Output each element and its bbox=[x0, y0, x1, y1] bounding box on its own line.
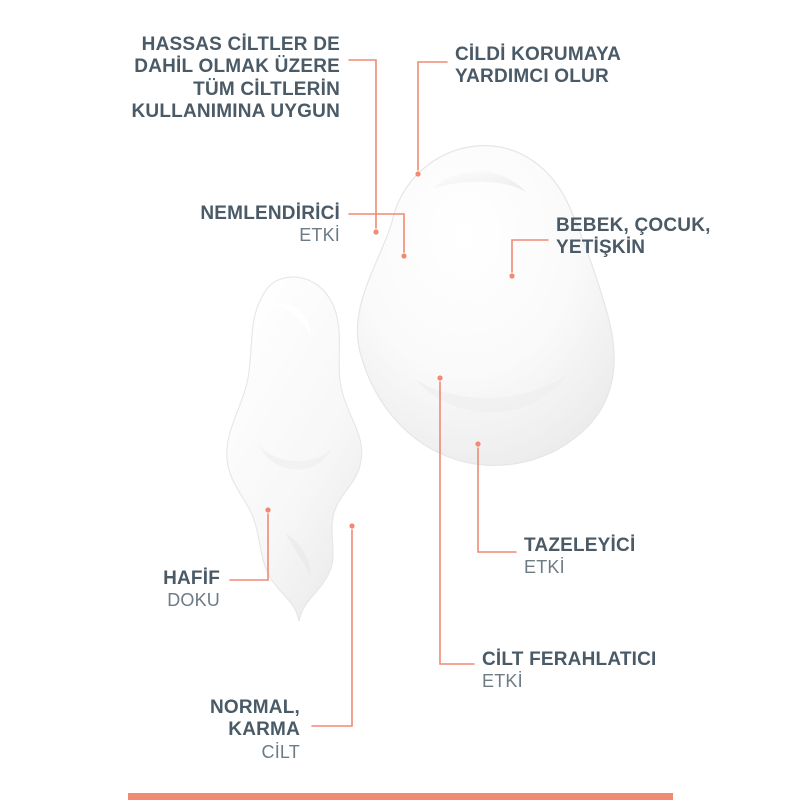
callout-ferahlatici-sublabel: ETKİ bbox=[482, 671, 523, 692]
callout-bebek-cocuk-yetiskin bbox=[556, 215, 716, 260]
callout-normal-sublabel: CİLT bbox=[261, 741, 300, 762]
callout-cildi-label: CİLDİ KORUMAYA YARDIMCI OLUR bbox=[455, 44, 621, 88]
bottom-accent-bar bbox=[128, 793, 673, 800]
callout-tazeleyici-sublabel: ETKİ bbox=[524, 557, 565, 578]
callout-nemlendirici bbox=[120, 203, 340, 247]
callout-nemlendirici-sublabel: ETKİ bbox=[299, 225, 340, 246]
callout-hassas-ciltler-label: HASSAS CİLTLER DE DAHİL OLMAK ÜZERE TÜM CİLTLERİN KULLANIMINA UYGUN bbox=[131, 34, 340, 123]
callout-normal-karma-cilt bbox=[140, 697, 300, 763]
callout-hafif-doku bbox=[120, 568, 220, 612]
callout-bebek-label: BEBEK, ÇOCUK, YETİŞKİN bbox=[556, 215, 711, 259]
callout-hafif-sublabel: DOKU bbox=[167, 590, 220, 611]
callout-hafif-label: HAFİF bbox=[163, 568, 220, 589]
callout-hassas-ciltler bbox=[128, 34, 340, 124]
callout-tazeleyici bbox=[524, 535, 724, 579]
callout-tazeleyici-label: TAZELEYİCİ bbox=[524, 535, 636, 556]
callout-nemlendirici-label: NEMLENDİRİCİ bbox=[200, 203, 340, 224]
callout-cildi-korumaya bbox=[455, 44, 685, 89]
callout-cilt-ferahlatici bbox=[482, 649, 682, 693]
callout-ferahlatici-label: CİLT FERAHLATICI bbox=[482, 649, 657, 670]
callout-normal-label: NORMAL, KARMA bbox=[209, 697, 300, 741]
cream-swatch-small bbox=[215, 265, 395, 645]
